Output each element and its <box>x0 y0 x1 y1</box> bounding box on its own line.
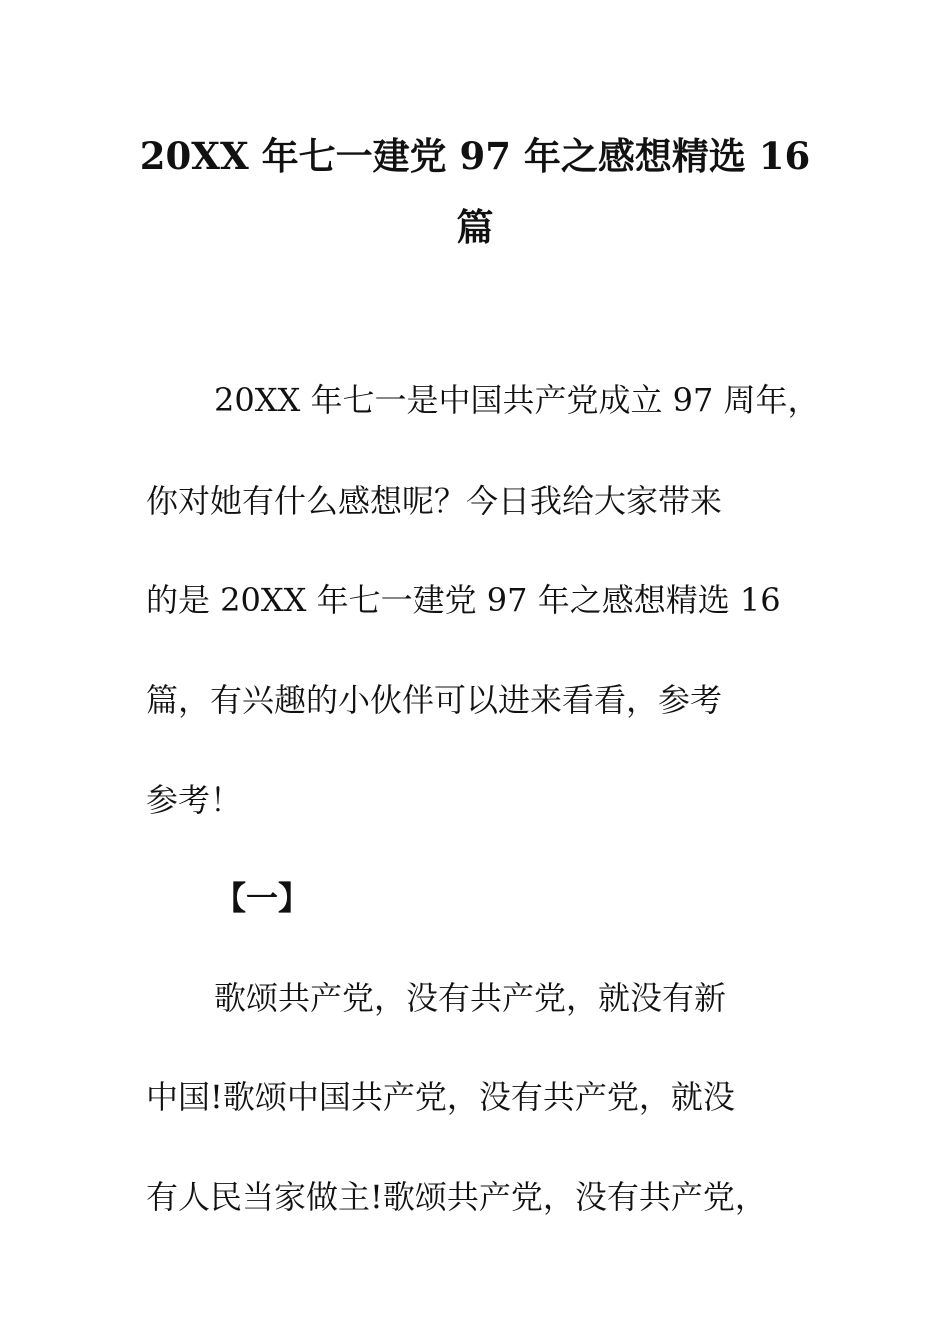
intro-line-5: 参考！ <box>146 781 243 819</box>
section-heading: 【一】 <box>214 879 311 917</box>
body-line-3: 有人民当家做主!歌颂共产党，没有共产党， <box>146 1178 767 1216</box>
document-title-line-2: 篇 <box>456 205 494 249</box>
intro-line-3: 的是 20XX 年七一建党 97 年之感想精选 16 <box>146 581 781 619</box>
document-title-line-1: 20XX 年七一建党 97 年之感想精选 16 <box>139 134 811 178</box>
body-line-1: 歌颂共产党，没有共产党，就没有新 <box>214 979 727 1017</box>
intro-line-2: 你对她有什么感想呢？今日我给大家带来 <box>146 482 723 520</box>
intro-line-1: 20XX 年七一是中国共产党成立 97 周年， <box>214 381 820 419</box>
intro-line-4: 篇，有兴趣的小伙伴可以进来看看，参考 <box>146 681 723 719</box>
body-line-2: 中国!歌颂中国共产党，没有共产党，就没 <box>146 1078 735 1116</box>
